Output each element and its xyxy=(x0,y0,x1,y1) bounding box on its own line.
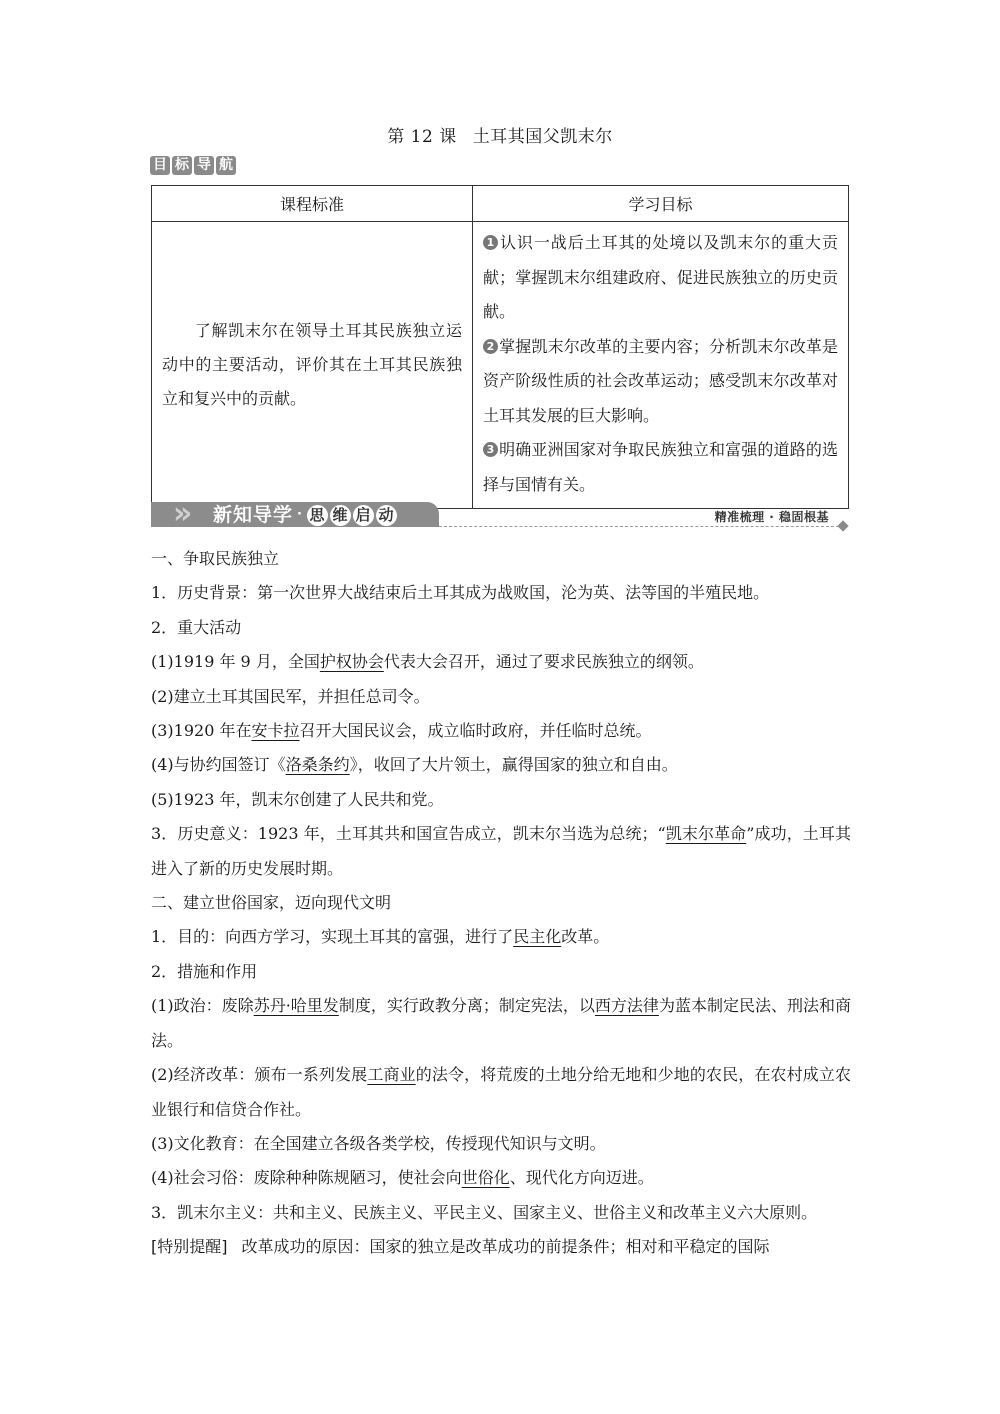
text: 的法令，将荒废的土地分给无地和少地的农民，在农村成立农业银行和信贷合作社。 xyxy=(151,1065,851,1119)
key-term: 苏丹·哈里发 xyxy=(253,996,339,1016)
text: 1．目的：向西方学习，实现土耳其的富强，进行了 xyxy=(151,927,514,947)
text: 代表大会召开，通过了要求民族独立的纲领。 xyxy=(383,652,704,672)
text: (4)与协约国签订《 xyxy=(151,755,286,775)
text: 召开大国民议会，成立临时政府，并任临时总统。 xyxy=(299,721,652,741)
section-subtitle: 精准梳理 · 稳固根基 xyxy=(714,510,829,524)
section-banner xyxy=(151,496,849,531)
list-item: (3)文化教育：在全国建立各级各类学校，传授现代知识与文明。 xyxy=(151,1133,606,1153)
goals-table-header xyxy=(152,186,849,222)
list-item xyxy=(151,748,851,782)
double-chevron-icon: » xyxy=(173,496,183,531)
objective-item xyxy=(483,226,838,330)
badge-char: 航 xyxy=(216,156,236,175)
page-title xyxy=(0,122,1000,147)
text: (2)经济改革：颁布一系列发展 xyxy=(151,1065,368,1085)
circled-char: 维 xyxy=(330,505,351,526)
key-term: 安卡拉 xyxy=(251,721,300,741)
text: (1)政治：废除 xyxy=(151,996,254,1016)
header-course-standard: 课程标准 xyxy=(152,186,473,222)
objective-item xyxy=(483,330,838,434)
paragraph xyxy=(151,817,851,886)
key-term: 洛桑条约 xyxy=(285,755,350,775)
goals-table xyxy=(151,185,849,509)
circled-number-icon: 3 xyxy=(483,442,498,457)
text: (1)1919 年 9 月，全国 xyxy=(151,652,320,672)
list-item xyxy=(151,714,851,748)
key-term: 护权协会 xyxy=(319,652,384,672)
lesson-number: 第 12 课 xyxy=(387,127,457,147)
paragraph: 3．凯末尔主义：共和主义、民族主义、平民主义、国家主义、世俗主义和改革主义六大原则。 xyxy=(151,1202,818,1222)
text: 为蓝本制定民法、刑法和商法。 xyxy=(151,996,851,1050)
key-term: 世俗化 xyxy=(461,1168,510,1188)
text: 》，收回了大片领土，赢得国家的独立和自由。 xyxy=(349,755,678,775)
text: (4)社会习俗：废除种种陈规陋习，使社会向 xyxy=(151,1168,462,1188)
text: 、现代化方向迈进。 xyxy=(509,1168,654,1188)
main-content xyxy=(151,542,851,1265)
paragraph: 1．历史背景：第一次世界大战结束后土耳其成为战败国，沦为英、法等国的半殖民地。 xyxy=(151,583,770,603)
goals-table-row xyxy=(152,222,849,509)
key-term: 工商业 xyxy=(367,1065,416,1085)
objective-text: 认识一战后土耳其的处境以及凯末尔的重大贡献；掌握凯末尔组建政府、促进民族独立的历史贡献。 xyxy=(483,233,838,321)
text: 制度，实行政教分离；制定宪法，以 xyxy=(338,996,595,1016)
list-item xyxy=(151,1058,851,1127)
key-term: 凯末尔革命 xyxy=(665,824,747,844)
circled-char: 启 xyxy=(353,505,374,526)
key-term: 西方法律 xyxy=(594,996,659,1016)
circled-char: 动 xyxy=(376,505,397,526)
course-standard-text: 了解凯末尔在领导土耳其民族独立运动中的主要活动，评价其在土耳其民族独立和复兴中的贡献。 xyxy=(162,321,462,408)
badge-char: 标 xyxy=(172,156,192,175)
reminder-label: [特别提醒] xyxy=(151,1237,228,1257)
objective-text: 明确亚洲国家对争取民族独立和富强的道路的选择与国情有关。 xyxy=(483,440,838,494)
list-item xyxy=(151,1161,851,1195)
list-item xyxy=(151,645,851,679)
circled-number-icon: 2 xyxy=(483,339,498,354)
text: (3)1920 年在 xyxy=(151,721,252,741)
lesson-title: 土耳其国父凯末尔 xyxy=(472,127,613,147)
badge-char: 导 xyxy=(194,156,214,175)
circled-char: 思 xyxy=(307,505,328,526)
learning-objectives-cell xyxy=(473,222,849,509)
section-title-text: 新知导学 xyxy=(213,504,294,526)
badge-char: 目 xyxy=(150,156,170,175)
list-item xyxy=(151,989,851,1058)
subheading: 2．重大活动 xyxy=(151,617,242,637)
goal-navigation-badge xyxy=(150,156,236,175)
section-banner-title xyxy=(213,502,399,527)
course-standard-cell xyxy=(152,222,473,509)
header-learning-objectives: 学习目标 xyxy=(473,186,849,222)
subheading: 2．措施和作用 xyxy=(151,961,258,981)
section-heading: 二、建立世俗国家，迈向现代文明 xyxy=(151,893,392,913)
text: ”成功，土耳其进入了新的历史发展时期。 xyxy=(151,824,851,878)
section-heading: 一、争取民族独立 xyxy=(151,549,280,568)
objective-text: 掌握凯末尔改革的主要内容；分析凯末尔改革是资产阶级性质的社会改革运动；感受凯末尔改革对土耳其发展的巨大影响。 xyxy=(483,336,838,425)
text: 改革。 xyxy=(561,927,610,947)
list-item: (2)建立土耳其国民军，并担任总司令。 xyxy=(151,686,430,706)
separator-dot: · xyxy=(297,507,303,522)
text: 3．历史意义：1923 年，土耳其共和国宣告成立，凯末尔当选为总统；“ xyxy=(151,824,666,844)
circled-number-icon: 1 xyxy=(483,235,498,250)
key-term: 民主化 xyxy=(513,927,562,947)
paragraph xyxy=(151,920,851,954)
objective-item xyxy=(483,433,838,502)
reminder-text: 改革成功的原因：国家的独立是改革成功的前提条件；相对和平稳定的国际 xyxy=(241,1237,770,1257)
diamond-icon xyxy=(837,520,848,531)
dashed-divider xyxy=(439,526,839,527)
list-item: (5)1923 年，凯末尔创建了人民共和党。 xyxy=(151,789,444,809)
special-reminder xyxy=(151,1230,851,1264)
